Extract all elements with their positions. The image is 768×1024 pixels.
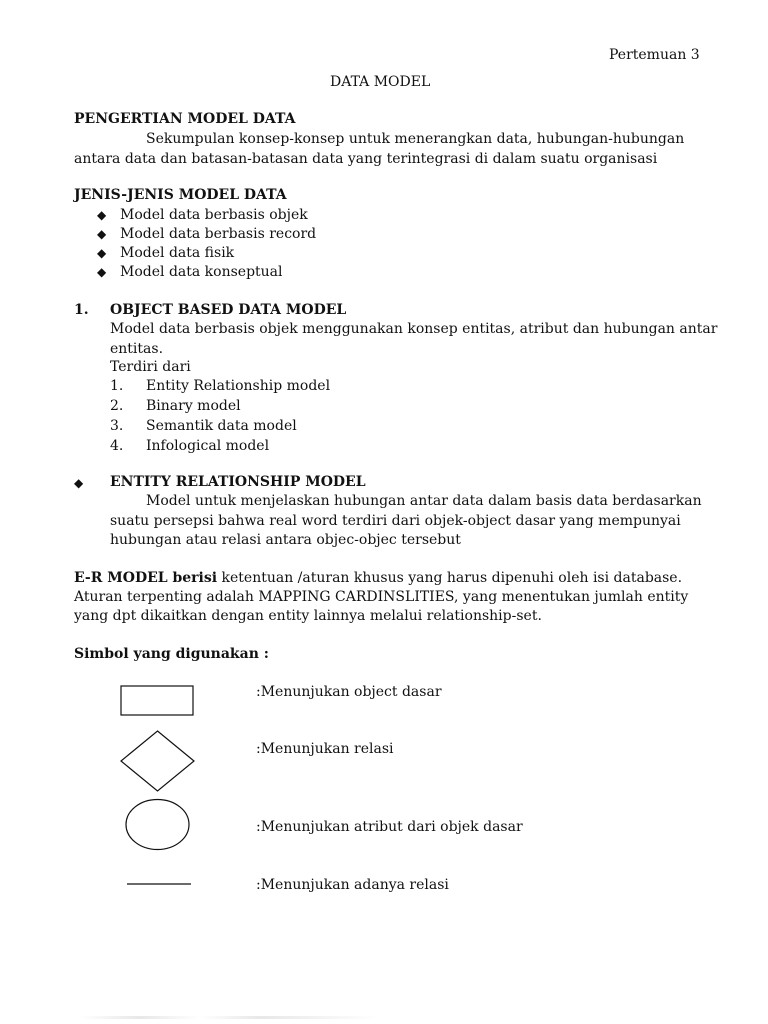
- definition-line-1: Sekumpulan konsep-konsep untuk menerangkan data, hubungan-hubungan: [146, 131, 685, 147]
- symbols-heading: Simbol yang digunakan :: [74, 646, 269, 662]
- symbol-desc: :Menunjukan relasi: [256, 741, 394, 757]
- type-item: Model data fisik: [120, 245, 235, 261]
- symbol-desc: :Menunjukan adanya relasi: [256, 877, 449, 893]
- diamond-bullet-icon: ◆: [97, 208, 107, 222]
- diamond-bullet-icon: ◆: [97, 227, 107, 241]
- rectangle-symbol-icon: [120, 685, 196, 717]
- er-model-line-2: suatu persepsi bahwa real word terdiri dari objek-object dasar yang mempunyai: [110, 513, 681, 529]
- list-number: 1.: [110, 378, 124, 394]
- object-based-desc-2: entitas.: [110, 341, 164, 357]
- er-model-line-3: hubungan atau relasi antara objec-objec tersebut: [110, 532, 461, 548]
- er-rules-line-3: yang dpt dikaitkan dengan entity lainnya melalui relationship-set.: [74, 608, 542, 624]
- symbol-desc: :Menunjukan atribut dari objek dasar: [256, 819, 523, 835]
- er-rules-line-1-rest: ketentuan /aturan khusus yang harus dipenuhi oleh isi database.: [217, 570, 683, 586]
- consists-label: Terdiri dari: [110, 359, 191, 375]
- list-item: Infological model: [146, 438, 270, 454]
- type-item: Model data berbasis objek: [120, 207, 308, 223]
- line-symbol-icon: [127, 882, 193, 886]
- list-number: 2.: [110, 398, 124, 414]
- type-item: Model data konseptual: [120, 264, 283, 280]
- diamond-bullet-icon: ◆: [97, 265, 107, 279]
- list-item: Semantik data model: [146, 418, 297, 434]
- types-heading: JENIS-JENIS MODEL DATA: [74, 187, 287, 203]
- list-number: 3.: [110, 418, 124, 434]
- type-item: Model data berbasis record: [120, 226, 317, 242]
- definition-line-2: antara data dan batasan-batasan data yang terintegrasi di dalam suatu organisasi: [74, 151, 658, 167]
- er-rules-line-2: Aturan terpenting adalah MAPPING CARDINSLITIES, yang menentukan jumlah entity: [74, 589, 689, 605]
- list-item: Entity Relationship model: [146, 378, 331, 394]
- diamond-bullet-icon: ◆: [97, 246, 107, 260]
- er-rules-line-1: [74, 569, 682, 589]
- object-based-desc-1: Model data berbasis objek menggunakan konsep entitas, atribut dan hubungan antar: [110, 321, 718, 337]
- page-edge-artifact: [80, 1016, 380, 1019]
- diamond-bullet-icon: ◆: [74, 476, 84, 490]
- definition-heading: PENGERTIAN MODEL DATA: [74, 111, 296, 127]
- ellipse-symbol-icon: [124, 798, 192, 852]
- section-number: 1.: [74, 302, 89, 318]
- meeting-label: Pertemuan 3: [609, 47, 700, 63]
- symbol-desc: :Menunjukan object dasar: [256, 684, 442, 700]
- er-model-line-1: Model untuk menjelaskan hubungan antar data dalam basis data berdasarkan: [146, 493, 702, 509]
- er-rules-bold-lead: E-R MODEL berisi: [74, 570, 218, 586]
- list-number: 4.: [110, 438, 124, 454]
- diamond-symbol-icon: [120, 730, 196, 792]
- er-model-heading: ENTITY RELATIONSHIP MODEL: [110, 474, 366, 490]
- list-item: Binary model: [146, 398, 241, 414]
- page-title: DATA MODEL: [330, 74, 431, 90]
- object-based-heading: OBJECT BASED DATA MODEL: [110, 302, 347, 318]
